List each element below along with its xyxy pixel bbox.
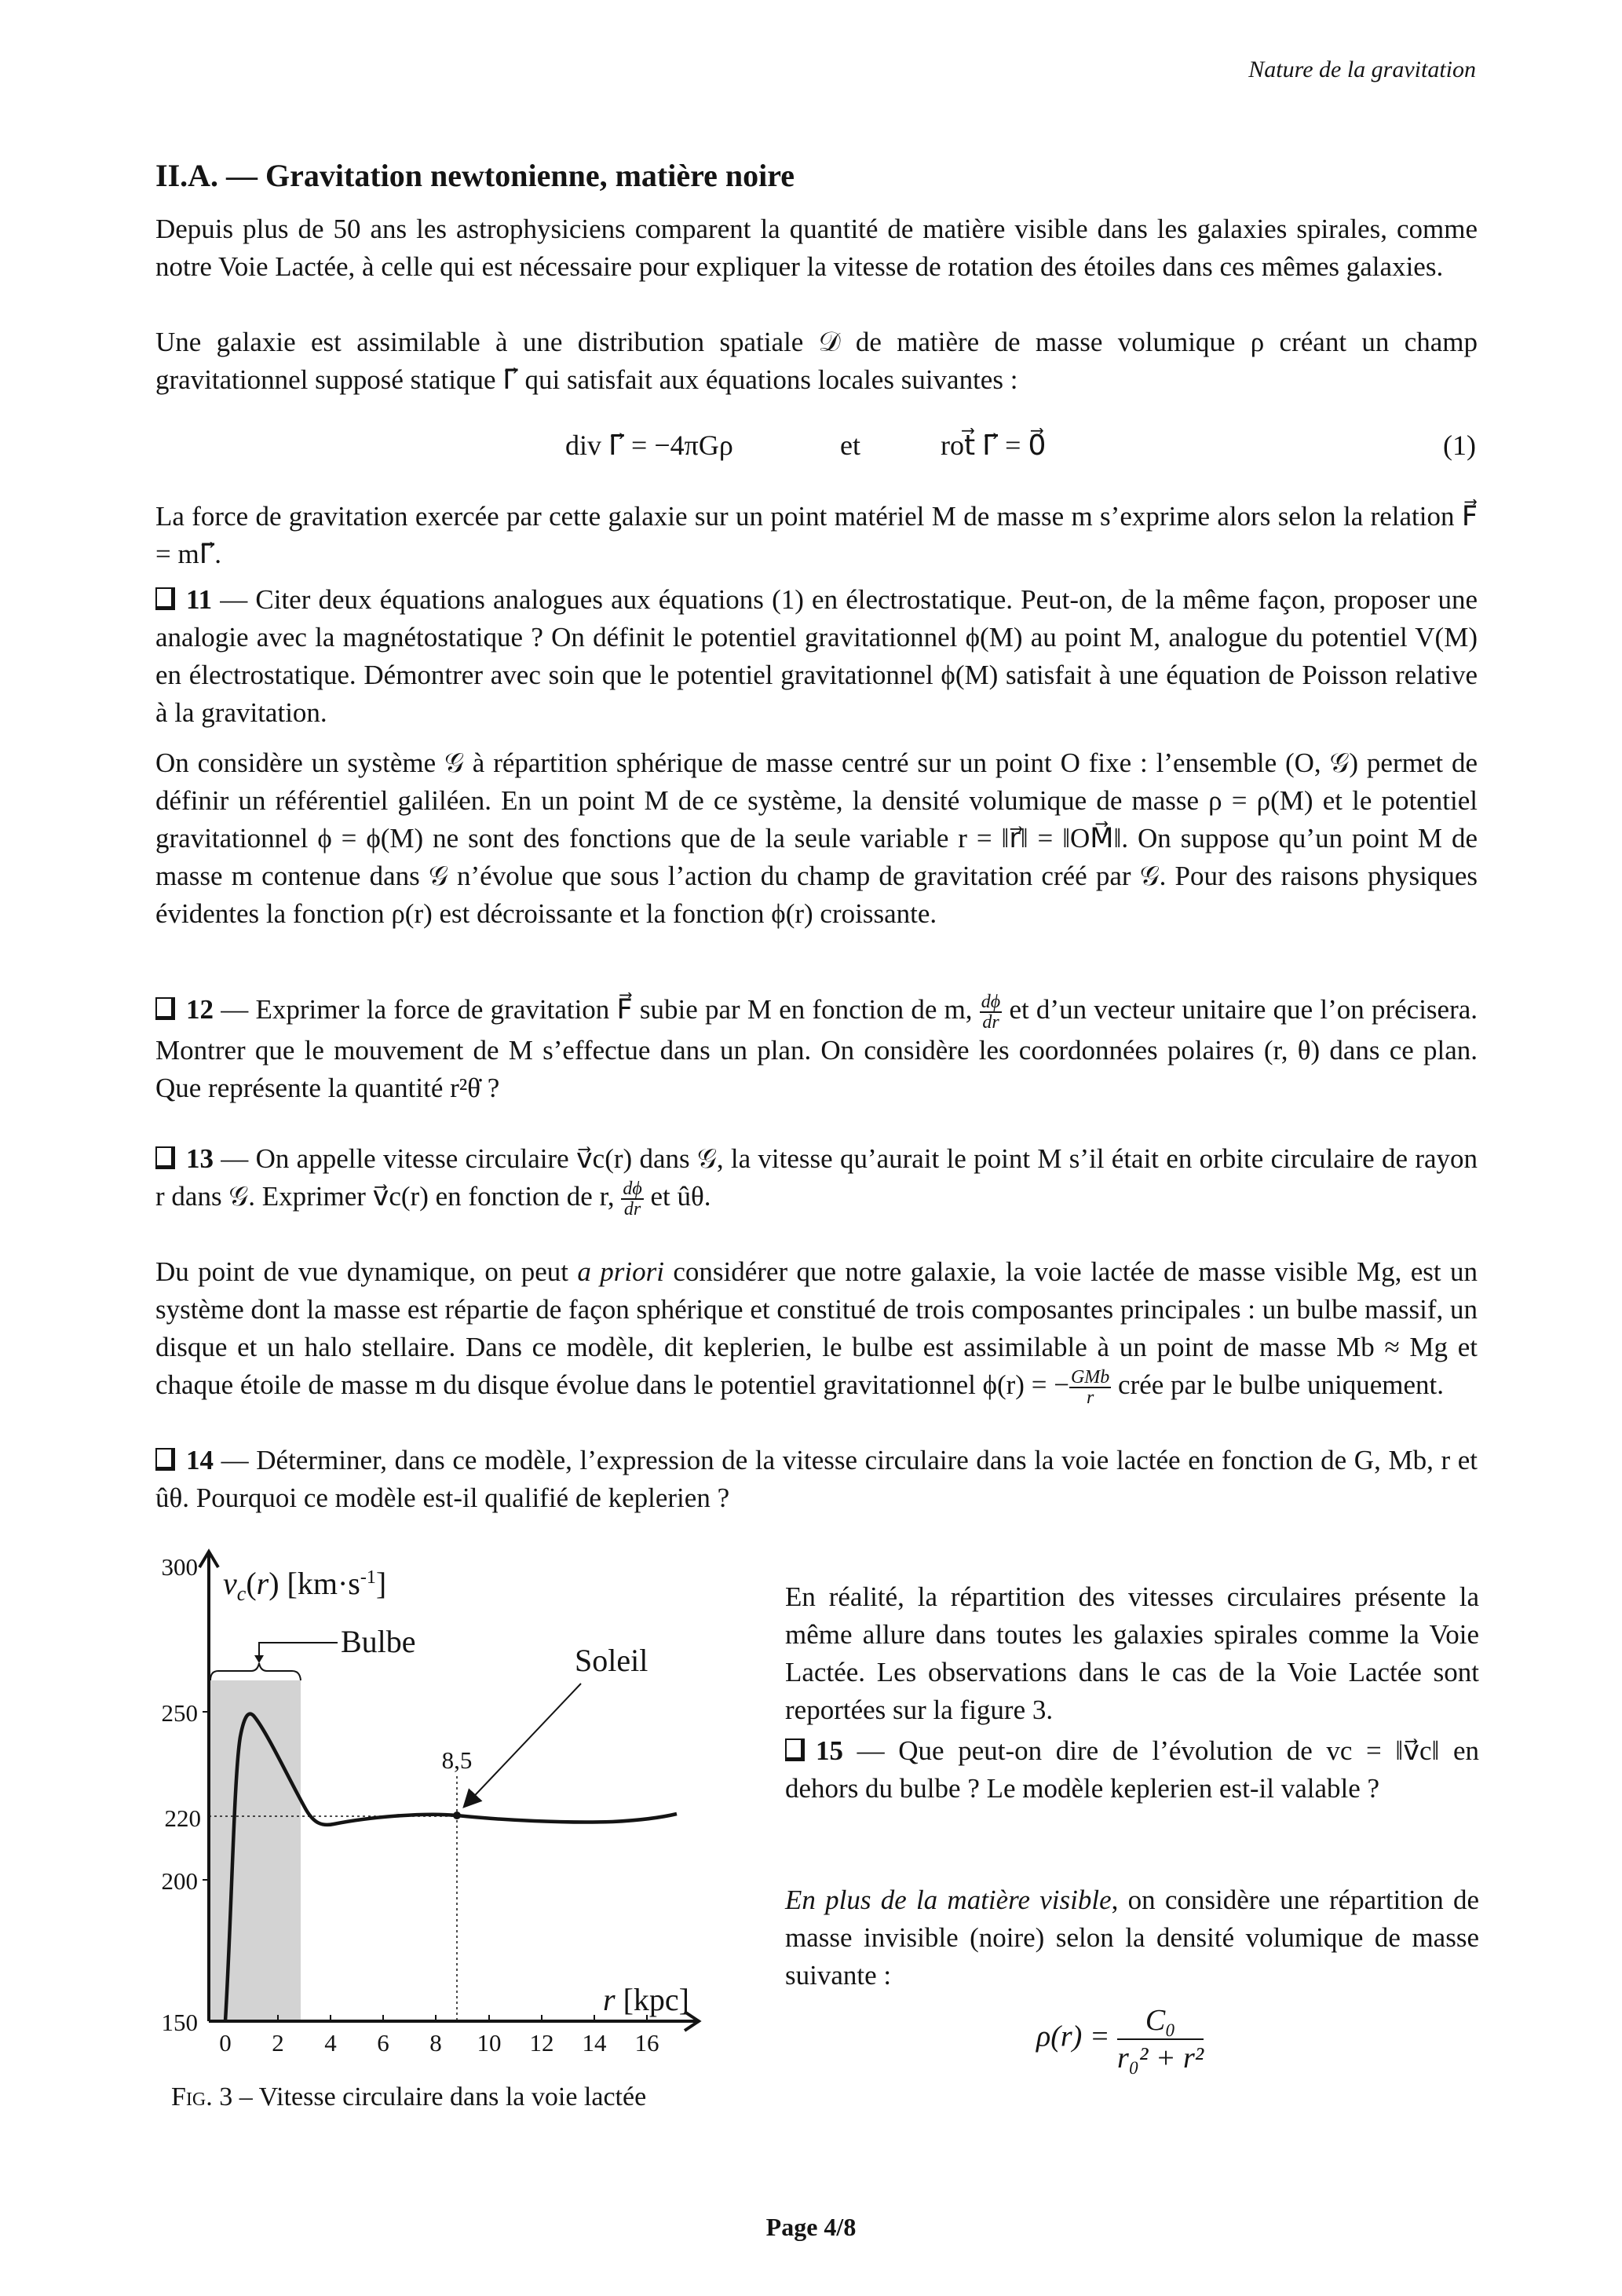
svg-text:12: 12 (529, 2029, 554, 2057)
right-paragraph-2 (785, 1881, 1479, 1994)
figure-caption (171, 2082, 646, 2112)
svg-text:220: 220 (164, 1804, 201, 1832)
equation-rot: rot⃗ Γ⃗ = 0⃗ (941, 430, 1047, 461)
equation-connector: et (840, 430, 860, 461)
question-text: — Que peut-on dire de l’évolution de vc = ‖v⃗c‖ en dehors du bulbe ? Le modèle keplerien est-il valable ? (785, 1735, 1479, 1804)
soleil-arrow (465, 1684, 581, 1806)
svg-text:Soleil: Soleil (575, 1643, 648, 1678)
svg-text:250: 250 (161, 1699, 198, 1727)
svg-text:200: 200 (161, 1867, 198, 1895)
svg-text:r [kpc]: r [kpc] (603, 1982, 689, 2017)
svg-text:4: 4 (324, 2029, 337, 2057)
question-number: 12 (186, 994, 214, 1025)
figure-3-chart (0, 0, 785, 2120)
question-number: 15 (816, 1735, 843, 1766)
dark-matter-text: , on considère une répartition de masse invisible (noire) selon la densité volumique de masse suivante : (785, 1885, 1479, 1991)
dynamic-text-b: considérer que notre galaxie, la voie lactée de masse visible Mg, est un système dont la masse est répartie de façon sphérique et constitué de trois composantes principales : un bulbe massif, un disque et un halo stellaire. Dans ce modèle, dit keplerien, le bulbe est assimilable à un point de masse Mb ≈ Mg et chaque étoile de masse m du disque évolue dans le potentiel gravitationnel ϕ(r) = − (155, 1256, 1478, 1400)
question-text: — On appelle vitesse circulaire v⃗c(r) dans 𝒢, la vitesse qu’aurait le point M s’il était en orbite circulaire de rayon r dans 𝒢. Exprimer v⃗c(r) en fonction de r, (155, 1143, 1478, 1212)
svg-text:6: 6 (377, 2029, 389, 2057)
svg-text:16: 16 (634, 2029, 659, 2057)
dynamic-text-a: Du point de vue dynamique, on peut (155, 1256, 569, 1287)
svg-text:150: 150 (161, 2009, 198, 2036)
svg-text:8: 8 (429, 2029, 442, 2057)
density-equation (1036, 2002, 1204, 2076)
intro-paragraph-1: Depuis plus de 50 ans les astrophysiciens comparent la quantité de matière visible dans les galaxies spirales, comme notre Voie Lactée, à celle qui est nécessaire pour expliquer la vitesse de rotation des étoiles dans ces mêmes galaxies. (155, 214, 1478, 282)
bulbe-region (210, 1680, 301, 2021)
question-text-cont: et d’un vecteur unitaire que l’on précisera. Montrer que le mouvement de M s’effectue dans un plan. On considère les coordonnées polaires (r, θ) dans ce plan. Que représente la quantité r²θ̇ ? (155, 994, 1478, 1103)
right-paragraph-1: En réalité, la répartition des vitesses circulaires présente la même allure dans toutes les galaxies spirales comme la Voie Lactée. Les observations dans le cas de la Voie Lactée sont reportées sur la figure 3. (785, 1581, 1479, 1725)
sun-point (453, 1812, 461, 1819)
question-15 (785, 1732, 1479, 1808)
dynamic-italic: a priori (577, 1256, 664, 1287)
derivative-fraction: $\frac{d\phi}{dr}$ (981, 991, 1001, 1033)
svg-text:8,5: 8,5 (441, 1746, 473, 1774)
question-number: 11 (186, 584, 213, 615)
question-text-cont: et ûθ. (650, 1181, 711, 1212)
running-header: Nature de la gravitation (1248, 57, 1476, 82)
equation-div: div Γ⃗ = −4πGρ (565, 430, 733, 461)
svg-text:300: 300 (161, 1553, 198, 1581)
question-text: — Exprimer la force de gravitation F⃗ subie par M en fonction de m, (221, 994, 973, 1025)
intro-paragraph-2: Une galaxie est assimilable à une distribution spatiale 𝒟 de matière de masse volumique ρ créant un champ gravitationnel supposé statique Γ⃗ qui satisfait aux équations locales suivantes : (155, 327, 1478, 395)
dynamic-text-c: crée par le bulbe uniquement. (1118, 1369, 1444, 1400)
svg-text:0: 0 (219, 2029, 232, 2057)
force-paragraph: La force de gravitation exercée par cette galaxie sur un point matériel M de masse m s’exprime alors selon la relation F⃗ = mΓ⃗. (155, 501, 1478, 569)
svg-text:14: 14 (582, 2029, 607, 2057)
checkbox-icon (785, 1738, 805, 1761)
question-number: 13 (186, 1143, 214, 1174)
caption-text: – Vitesse circulaire dans la voie lactée (232, 2082, 647, 2111)
derivative-fraction: $\frac{d\phi}{dr}$ (623, 1178, 642, 1219)
density-fraction: $\frac{\text{C₀}}{\text{r₀² + r²}}$ (1116, 2004, 1204, 2075)
svg-text:10: 10 (477, 2029, 502, 2057)
question-text: — Déterminer, dans ce modèle, l’expression de la vitesse circulaire dans la voie lactée en fonction de G, Mb, r et ûθ. Pourquoi ce modèle est-il qualifié de keplerien ? (155, 1445, 1478, 1513)
svg-text:2: 2 (272, 2029, 284, 2057)
bulbe-arrow (259, 1643, 338, 1658)
page-number: Page 4/8 (765, 2213, 857, 2241)
question-number: 14 (186, 1445, 214, 1475)
bulbe-brace (210, 1663, 301, 1680)
system-paragraph: On considère un système 𝒢 à répartition sphérique de masse centré sur un point O fixe : l’ensemble (O, 𝒢) permet de définir un référentiel galiléen. En un point M de ce système, la densité volumique de masse ρ = ρ(M) et le potentiel gravitationnel ϕ = ϕ(M) ne sont des fonctions que de la seule variable r = ‖r⃗‖ = ‖OM⃗‖. On suppose qu’un point M de masse m contenue dans 𝒢 n’évolue que sous l’action du champ de gravitation créé par 𝒢. Pour des raisons physiques évidentes la fonction ρ(r) est décroissante et la fonction ϕ(r) croissante. (155, 748, 1478, 929)
dark-matter-italic: En plus de la matière visible (785, 1885, 1112, 1915)
caption-prefix: Fig. 3 (171, 2082, 233, 2111)
svg-text:Bulbe: Bulbe (341, 1624, 416, 1659)
equation-number: (1) (1443, 430, 1476, 461)
section-title: II.A. — Gravitation newtonienne, matière noire (155, 158, 795, 193)
svg-text:vc(r) [km·s-1]: $v_c(r)$ $[km\cdot s^{-1}]$ (223, 1566, 387, 1605)
density-lhs: ρ(r) = (1036, 2020, 1110, 2053)
potential-fraction: $\frac{\text{GMb}}{r}$ (1070, 1366, 1110, 1408)
question-text: — Citer deux équations analogues aux équations (1) en électrostatique. Peut-on, de la même façon, proposer une analogie avec la magnétostatique ? On définit le potentiel gravitationnel ϕ(M) au point M, analogue du potentiel V(M) en électrostatique. Démontrer avec soin que le potentiel gravitationnel ϕ(M) satisfait à une équation de Poisson relative à la gravitation. (155, 584, 1478, 728)
